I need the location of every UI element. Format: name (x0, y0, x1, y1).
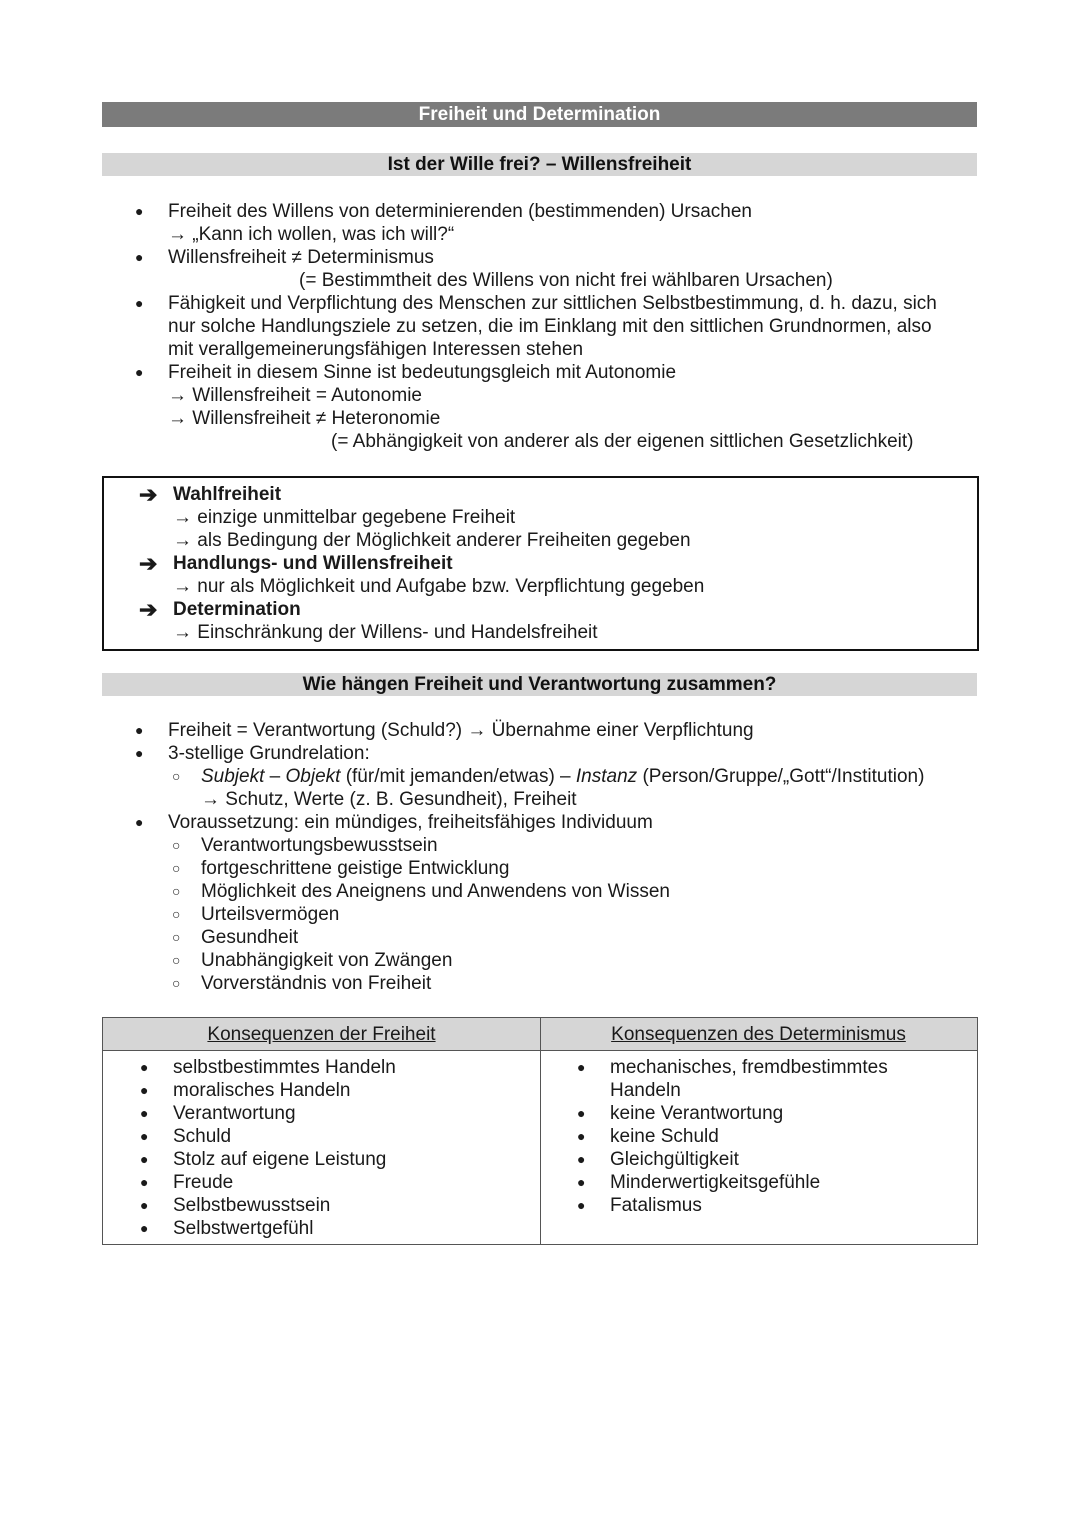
text-line: → Willensfreiheit ≠ Heteronomie (168, 408, 441, 429)
bullet-icon: ● (135, 203, 144, 219)
relation-subjekt: Subjekt (201, 766, 265, 787)
table-cell: mechanisches, fremdbestimmtes (610, 1057, 888, 1078)
bullet-icon: ● (577, 1151, 586, 1167)
bullet-icon: ● (140, 1197, 149, 1213)
bullet-icon: ● (577, 1197, 586, 1213)
text-line: mit verallgemeinerungsfähigen Interessen stehen (168, 339, 584, 360)
bullet-icon: ● (140, 1174, 149, 1190)
table-cell: keine Verantwortung (610, 1103, 784, 1124)
text-line: (= Bestimmtheit des Willens von nicht frei wählbaren Ursachen) (299, 270, 833, 291)
table-cell: Handeln (610, 1080, 681, 1101)
bullet-icon: ● (135, 814, 144, 830)
table-header-freiheit: Konsequenzen der Freiheit (207, 1024, 436, 1045)
table-cell: Selbstbewusstsein (173, 1195, 331, 1216)
relation-line (201, 765, 924, 788)
circle-bullet-icon: ○ (172, 768, 181, 784)
table-cell: Stolz auf eigene Leistung (173, 1149, 387, 1170)
table-cell: Freude (173, 1172, 234, 1193)
box-heading: Wahlfreiheit (173, 484, 282, 505)
list-item: fortgeschrittene geistige Entwicklung (201, 858, 510, 879)
bullet-icon: ● (577, 1059, 586, 1075)
table-cell: Verantwortung (173, 1103, 296, 1124)
table-cell: selbstbestimmtes Handeln (173, 1057, 396, 1078)
relation-mid: (für/mit jemanden/etwas) – (340, 766, 576, 787)
bullet-icon: ● (135, 722, 144, 738)
section-heading-willensfreiheit: Ist der Wille frei? – Willensfreiheit (102, 153, 977, 176)
bullet-icon: ● (135, 249, 144, 265)
table-cell: keine Schuld (610, 1126, 719, 1147)
bullet-icon: ● (140, 1220, 149, 1236)
list-item: Möglichkeit des Aneignens und Anwendens von Wissen (201, 881, 670, 902)
bullet-icon: ● (135, 364, 144, 380)
relation-end: (Person/Gruppe/„Gott“/Institution) (637, 766, 925, 787)
table-cell: Schuld (173, 1126, 232, 1147)
table-column-divider (540, 1018, 541, 1244)
circle-bullet-icon: ○ (172, 929, 181, 945)
list-item: Vorverständnis von Freiheit (201, 973, 432, 994)
circle-bullet-icon: ○ (172, 837, 181, 853)
box-heading: Handlungs- und Willensfreiheit (173, 553, 453, 574)
circle-bullet-icon: ○ (172, 883, 181, 899)
relation-dash: – (264, 766, 286, 787)
text-line: Voraussetzung: ein mündiges, freiheitsfähiges Individuum (168, 812, 653, 833)
bullet-icon: ● (140, 1105, 149, 1121)
bullet-icon: ● (577, 1105, 586, 1121)
arrow-right-icon: ➔ (139, 551, 158, 576)
arrow-right-icon: ➔ (139, 597, 158, 622)
relation-instanz: Instanz (575, 766, 638, 787)
circle-bullet-icon: ○ (172, 860, 181, 876)
section-heading-verantwortung: Wie hängen Freiheit und Verantwortung zusammen? (102, 673, 977, 696)
table-cell: moralisches Handeln (173, 1080, 351, 1101)
bullet-icon: ● (140, 1059, 149, 1075)
text-line: (= Abhängigkeit von anderer als der eigenen sittlichen Gesetzlichkeit) (331, 431, 914, 452)
table-cell: Gleichgültigkeit (610, 1149, 739, 1170)
circle-bullet-icon: ○ (172, 906, 181, 922)
table-header-determinismus: Konsequenzen des Determinismus (611, 1024, 906, 1045)
bullet-icon: ● (135, 745, 144, 761)
list-item: Urteilsvermögen (201, 904, 340, 925)
box-heading: Determination (173, 599, 301, 620)
box-subline: → Einschränkung der Willens- und Handelsfreiheit (173, 622, 598, 643)
circle-bullet-icon: ○ (172, 952, 181, 968)
text-line: Willensfreiheit ≠ Determinismus (168, 247, 434, 268)
list-item: Gesundheit (201, 927, 299, 948)
text-line: → „Kann ich wollen, was ich will?“ (168, 224, 455, 245)
text-line: Freiheit in diesem Sinne ist bedeutungsgleich mit Autonomie (168, 362, 677, 383)
text-line: → Willensfreiheit = Autonomie (168, 385, 422, 406)
table-cell: Fatalismus (610, 1195, 702, 1216)
bullet-icon: ● (140, 1151, 149, 1167)
arrow-right-icon: ➔ (139, 482, 158, 507)
bullet-icon: ● (577, 1174, 586, 1190)
text-line: → Schutz, Werte (z. B. Gesundheit), Freiheit (201, 789, 577, 810)
circle-bullet-icon: ○ (172, 975, 181, 991)
list-item: Verantwortungsbewusstsein (201, 835, 438, 856)
table-cell: Minderwertigkeitsgefühle (610, 1172, 821, 1193)
box-subline: → nur als Möglichkeit und Aufgabe bzw. Verpflichtung gegeben (173, 576, 705, 597)
text-line: Freiheit = Verantwortung (Schuld?) → Übernahme einer Verpflichtung (168, 720, 754, 741)
list-item: Unabhängigkeit von Zwängen (201, 950, 453, 971)
table-cell: Selbstwertgefühl (173, 1218, 314, 1239)
box-subline: → einzige unmittelbar gegebene Freiheit (173, 507, 516, 528)
bullet-icon: ● (135, 295, 144, 311)
text-line: Fähigkeit und Verpflichtung des Menschen zur sittlichen Selbstbestimmung, d. h. dazu, sich (168, 293, 937, 314)
bullet-icon: ● (577, 1128, 586, 1144)
text-line: 3-stellige Grundrelation: (168, 743, 370, 764)
box-subline: → als Bedingung der Möglichkeit anderer Freiheiten gegeben (173, 530, 691, 551)
page-title: Freiheit und Determination (102, 102, 977, 127)
bullet-icon: ● (140, 1128, 149, 1144)
text-line: nur solche Handlungsziele zu setzen, die im Einklang mit den sittlichen Grundnormen, also (168, 316, 932, 337)
bullet-icon: ● (140, 1082, 149, 1098)
relation-objekt: Objekt (285, 766, 341, 787)
text-line: Freiheit des Willens von determinierenden (bestimmenden) Ursachen (168, 201, 752, 222)
